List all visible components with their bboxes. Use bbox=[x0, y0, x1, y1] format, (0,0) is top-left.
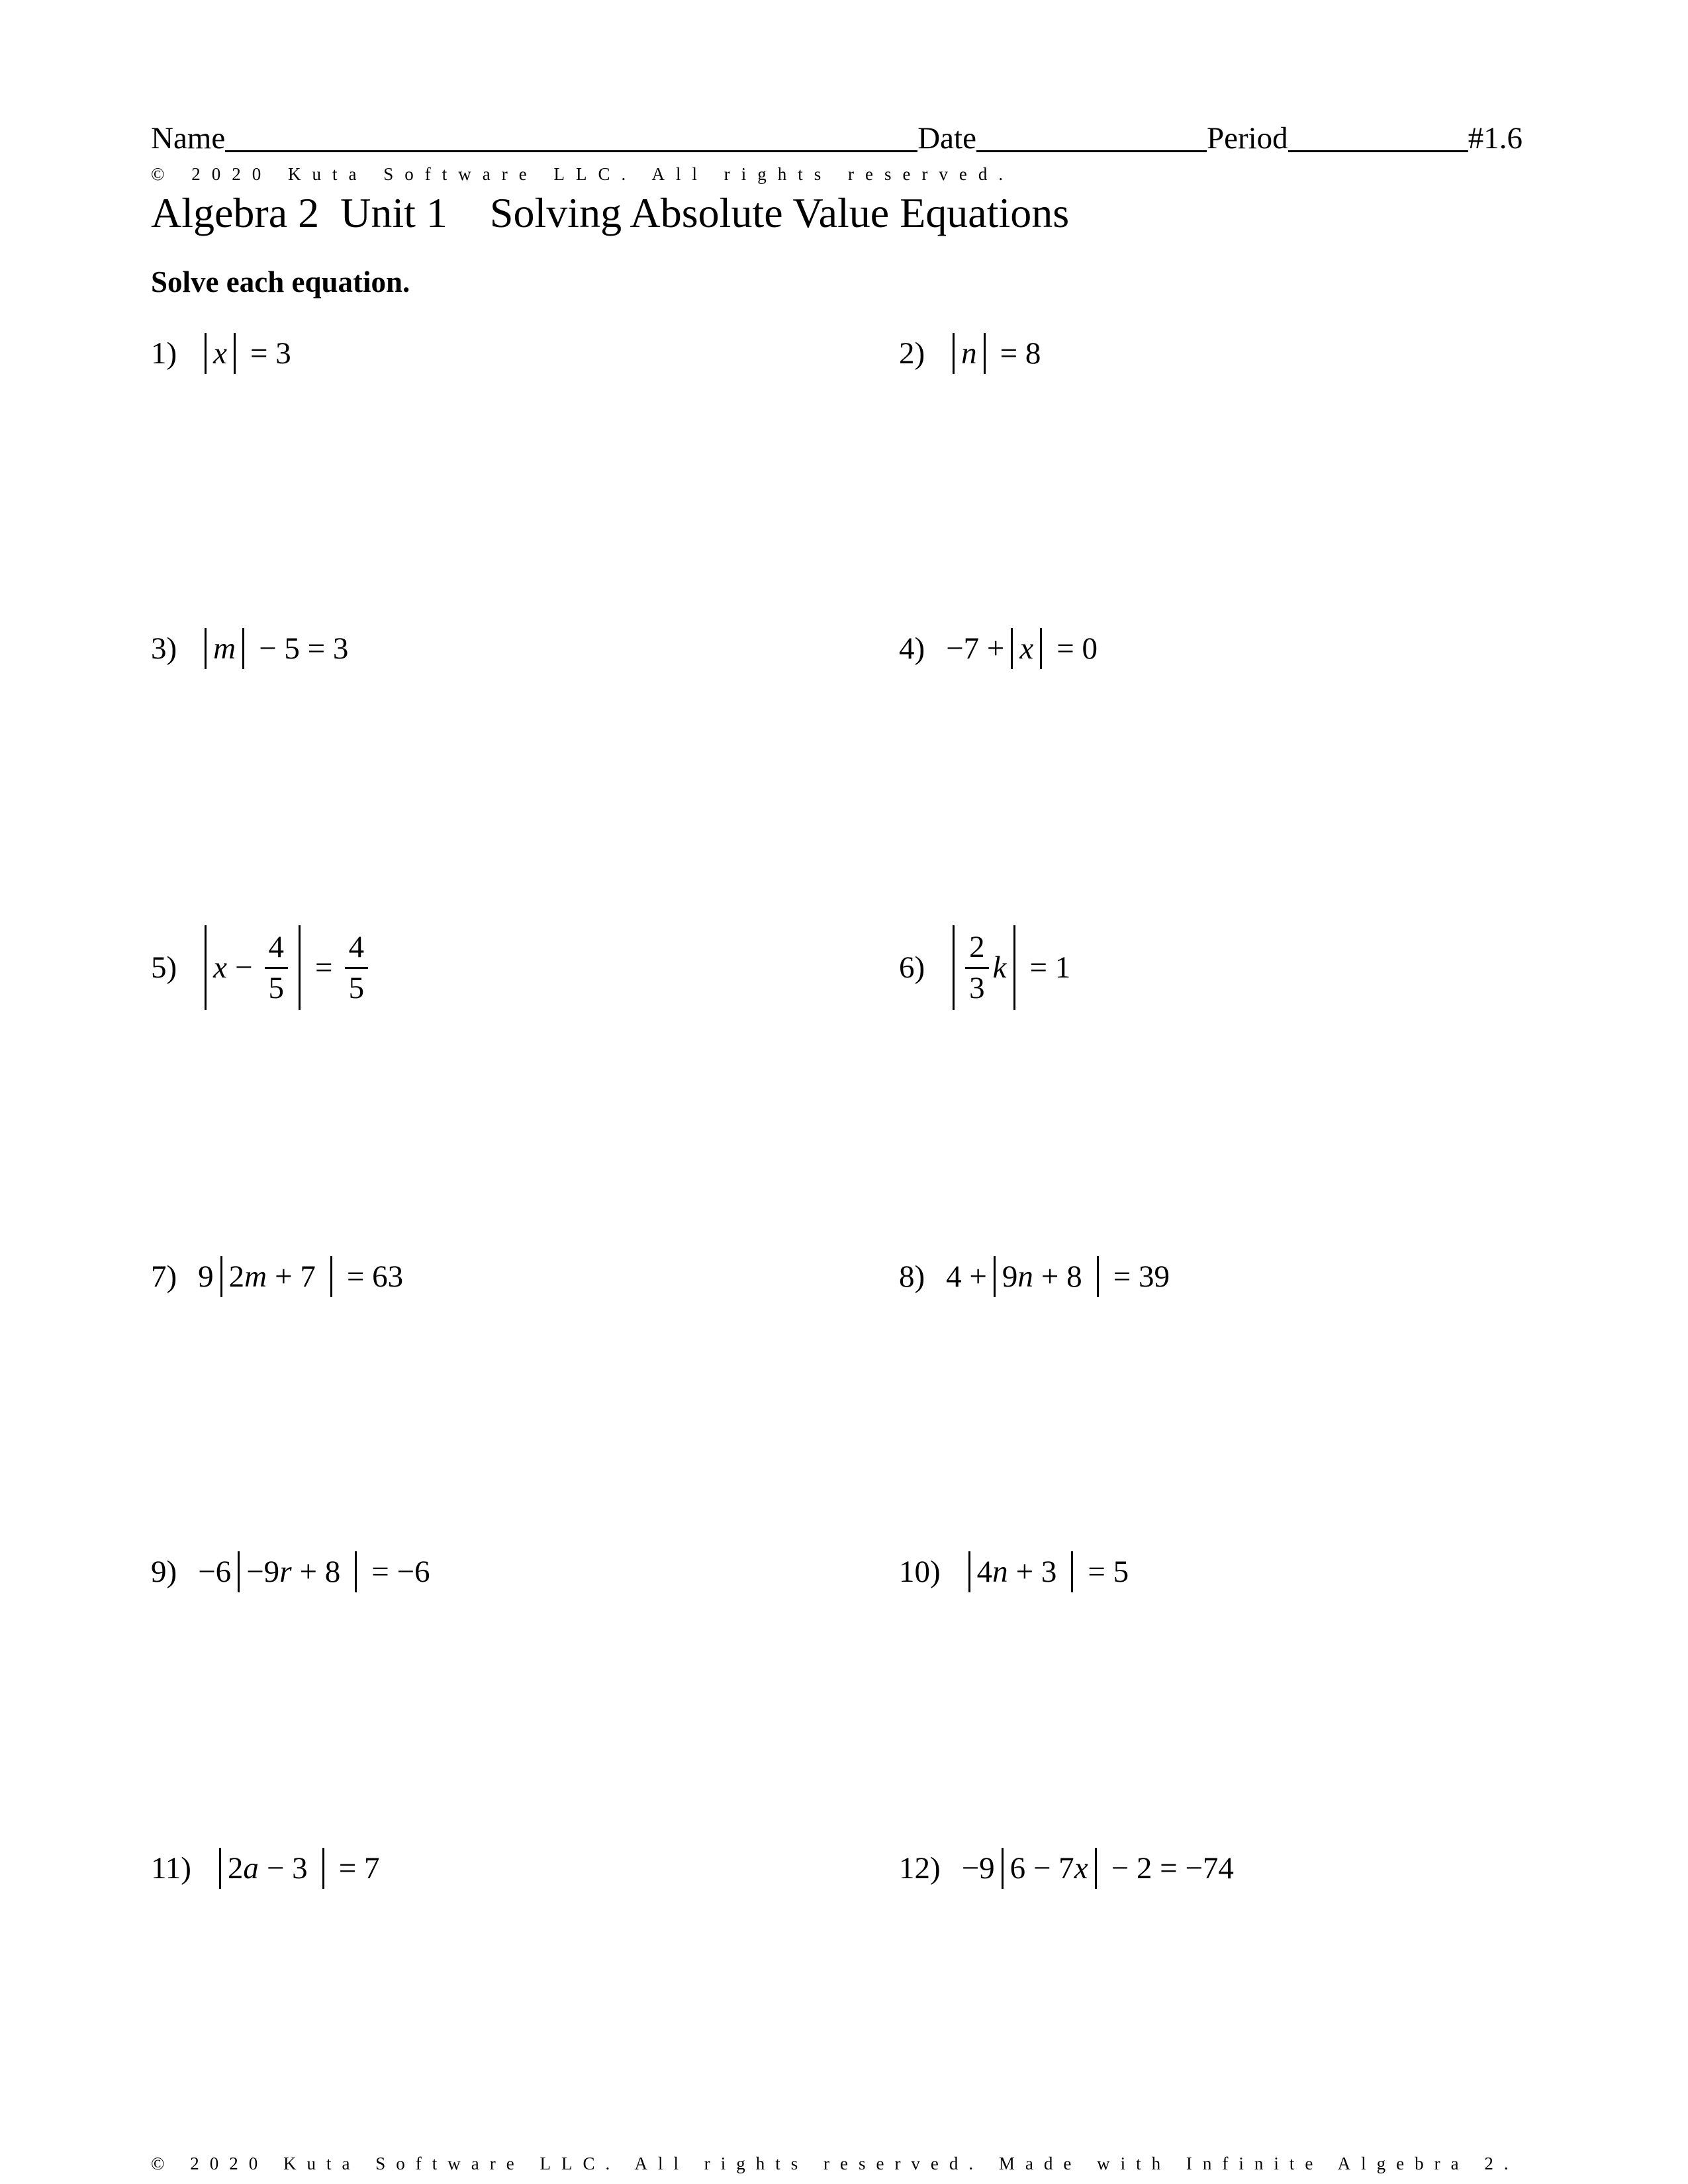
variable: r bbox=[279, 1554, 292, 1589]
term-rest: + 8 bbox=[299, 1554, 341, 1589]
term-rest: − 3 bbox=[266, 1850, 308, 1886]
equation-rhs: = −6 bbox=[371, 1554, 430, 1589]
problem-number: 3) bbox=[151, 631, 177, 666]
problem-number: 8) bbox=[899, 1259, 925, 1294]
abs-bar-left bbox=[953, 333, 955, 374]
denominator: 5 bbox=[345, 967, 369, 1004]
name-field[interactable] bbox=[225, 125, 917, 152]
operator: − bbox=[235, 950, 253, 985]
period-label: Period bbox=[1206, 121, 1288, 156]
problem-number: 9) bbox=[151, 1554, 177, 1589]
term-constant: 6 − 7 bbox=[1009, 1850, 1074, 1886]
coefficient: −6 bbox=[198, 1554, 232, 1589]
equation-prefix: 4 + bbox=[946, 1259, 987, 1294]
worksheet-id: #1.6 bbox=[1468, 121, 1523, 156]
fraction-rhs bbox=[345, 929, 369, 1005]
abs-bar-left bbox=[238, 1551, 240, 1592]
variable: n bbox=[1017, 1259, 1033, 1294]
variable: x bbox=[213, 336, 228, 371]
numerator: 4 bbox=[348, 929, 365, 964]
numerator: 4 bbox=[268, 929, 285, 964]
equation-rhs: − 2 = −74 bbox=[1111, 1850, 1234, 1886]
equation-rhs: = 0 bbox=[1056, 631, 1098, 666]
problem-12 bbox=[899, 1848, 1242, 1889]
equals-sign: = bbox=[315, 950, 333, 985]
period-field[interactable] bbox=[1288, 125, 1468, 152]
page-title: Algebra 2 Unit 1 Solving Absolute Value Equations bbox=[151, 189, 1070, 236]
abs-bar-right bbox=[984, 333, 986, 374]
date-field[interactable] bbox=[976, 125, 1207, 152]
variable: x bbox=[1074, 1850, 1088, 1886]
variable: n bbox=[961, 336, 977, 371]
equation-rhs: = 8 bbox=[1000, 336, 1041, 371]
abs-bar-right bbox=[1095, 1848, 1097, 1889]
abs-bar-left bbox=[220, 1256, 222, 1297]
problem-7 bbox=[151, 1256, 411, 1297]
problem-9 bbox=[151, 1551, 438, 1592]
variable: a bbox=[243, 1850, 259, 1886]
equation-rest: − 5 = 3 bbox=[259, 631, 349, 666]
abs-bar-right bbox=[1071, 1551, 1073, 1592]
problem-number: 11) bbox=[151, 1850, 191, 1886]
abs-bar-left bbox=[1002, 1848, 1004, 1889]
term-coefficient: −9 bbox=[246, 1554, 280, 1589]
problem-4 bbox=[899, 628, 1105, 669]
abs-bar-right bbox=[242, 628, 244, 669]
problem-number: 12) bbox=[899, 1850, 941, 1886]
problem-number: 4) bbox=[899, 631, 925, 666]
problem-number: 7) bbox=[151, 1259, 177, 1294]
problem-number: 2) bbox=[899, 336, 925, 371]
abs-bar-right bbox=[330, 1256, 332, 1297]
abs-bar-right bbox=[322, 1848, 324, 1889]
abs-bar-right bbox=[1097, 1256, 1099, 1297]
abs-bar-right bbox=[1040, 628, 1042, 669]
instructions: Solve each equation. bbox=[151, 265, 410, 298]
variable: m bbox=[213, 631, 236, 666]
problem-number: 6) bbox=[899, 950, 925, 985]
variable: x bbox=[213, 950, 228, 985]
footer-copyright: © 2020 Kuta Software LLC. All rights reserved. Made with Infinite Algebra 2. bbox=[151, 2154, 1519, 2173]
abs-bar-left bbox=[953, 925, 955, 1010]
term-coefficient: 2 bbox=[228, 1259, 245, 1294]
equation-rhs: = 7 bbox=[338, 1850, 380, 1886]
term-rest: + 7 bbox=[275, 1259, 316, 1294]
problem-10 bbox=[899, 1551, 1137, 1592]
term-coefficient: 2 bbox=[227, 1850, 244, 1886]
problem-1 bbox=[151, 333, 299, 374]
variable: x bbox=[1019, 631, 1034, 666]
fraction bbox=[265, 929, 289, 1005]
problem-6 bbox=[899, 925, 1078, 1010]
variable: m bbox=[244, 1259, 267, 1294]
problem-5 bbox=[151, 925, 372, 1010]
denominator: 5 bbox=[265, 967, 289, 1004]
abs-bar-left bbox=[205, 925, 207, 1010]
abs-bar-right bbox=[1013, 925, 1015, 1010]
numerator: 2 bbox=[969, 929, 985, 964]
problem-number: 1) bbox=[151, 336, 177, 371]
abs-bar-right bbox=[299, 925, 301, 1010]
abs-bar-right bbox=[355, 1551, 357, 1592]
variable: n bbox=[992, 1554, 1008, 1589]
problem-3 bbox=[151, 628, 356, 669]
abs-bar-left bbox=[968, 1551, 970, 1592]
equation-rhs: = 3 bbox=[250, 336, 291, 371]
problem-11 bbox=[151, 1848, 387, 1889]
equation-rhs: = 63 bbox=[346, 1259, 404, 1294]
equation-prefix: −7 + bbox=[946, 631, 1005, 666]
coefficient: 9 bbox=[198, 1259, 214, 1294]
problem-8 bbox=[899, 1256, 1178, 1297]
abs-bar-right bbox=[234, 333, 236, 374]
problem-number: 10) bbox=[899, 1554, 941, 1589]
variable: k bbox=[992, 950, 1007, 985]
term-coefficient: 9 bbox=[1002, 1259, 1018, 1294]
equation-rhs: = 39 bbox=[1113, 1259, 1170, 1294]
abs-bar-left bbox=[219, 1848, 221, 1889]
copyright-notice: © 2020 Kuta Software LLC. All rights reserved. bbox=[151, 164, 1015, 184]
term-rest: + 3 bbox=[1015, 1554, 1057, 1589]
coefficient: −9 bbox=[961, 1850, 995, 1886]
name-label: Name bbox=[151, 121, 226, 156]
problem-number: 5) bbox=[151, 950, 177, 985]
abs-bar-left bbox=[205, 333, 207, 374]
problem-2 bbox=[899, 333, 1049, 374]
header-line bbox=[151, 123, 1542, 154]
abs-bar-left bbox=[994, 1256, 996, 1297]
fraction bbox=[965, 929, 989, 1005]
equation-rhs: = 5 bbox=[1088, 1554, 1129, 1589]
equation-rhs: = 1 bbox=[1029, 950, 1071, 985]
term-coefficient: 4 bbox=[976, 1554, 993, 1589]
abs-bar-left bbox=[1011, 628, 1013, 669]
denominator: 3 bbox=[965, 967, 989, 1004]
abs-bar-left bbox=[205, 628, 207, 669]
term-rest: + 8 bbox=[1041, 1259, 1082, 1294]
date-label: Date bbox=[917, 121, 976, 156]
